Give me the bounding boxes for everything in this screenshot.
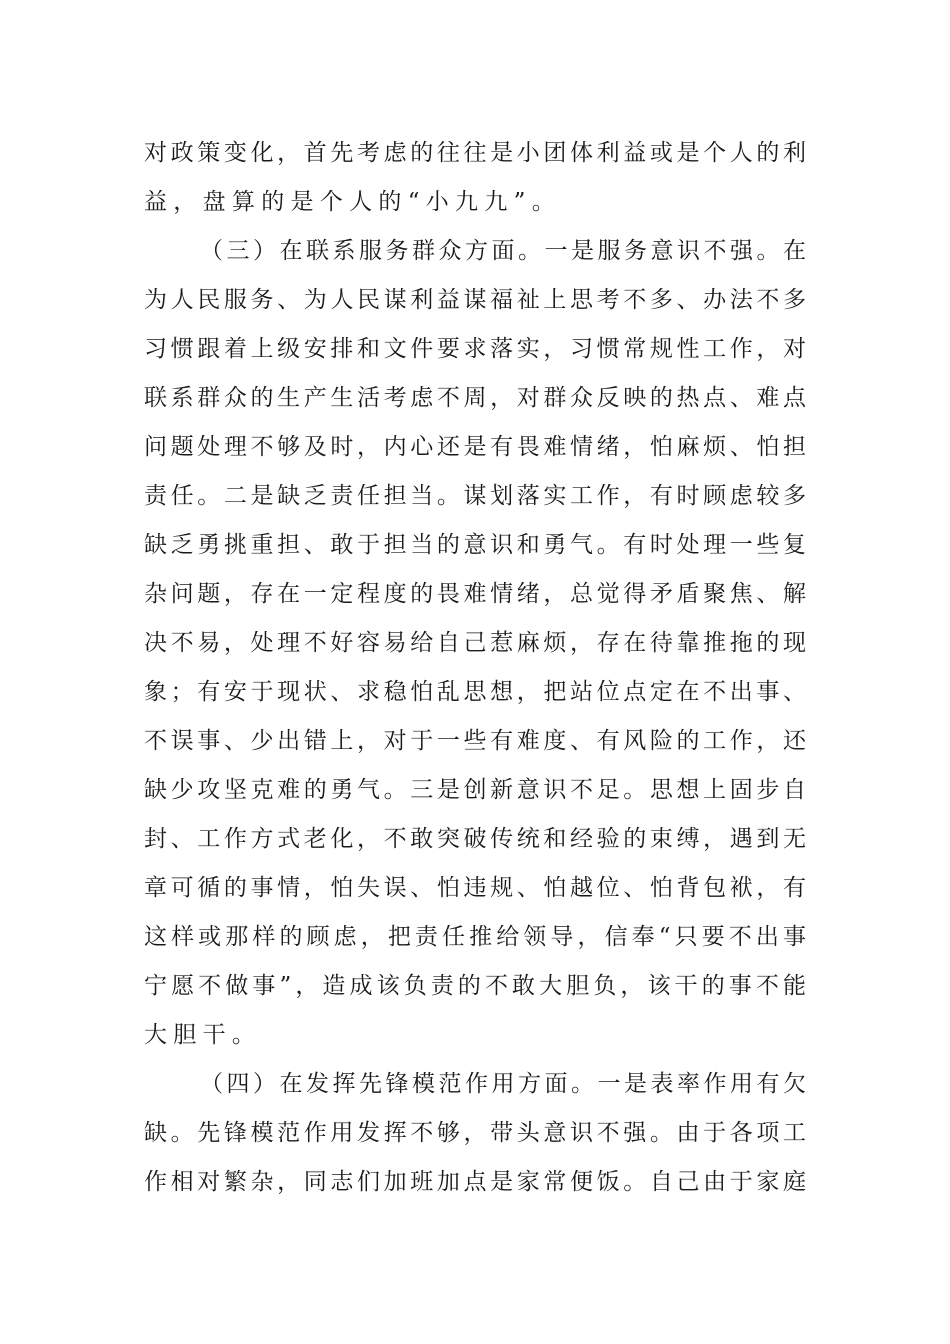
text-line: 章可循的事情，怕失误、怕违规、怕越位、怕背包袱，有 (144, 875, 806, 901)
text-line: 象；有安于现状、求稳怕乱思想，把站位点定在不出事、 (144, 679, 806, 705)
text-line: 决不易，处理不好容易给自己惹麻烦，存在待靠推拖的现 (144, 630, 806, 656)
text-line: 联系群众的生产生活考虑不周，对群众反映的热点、难点 (144, 385, 806, 411)
text-line: 缺。先锋模范作用发挥不够，带头意识不强。由于各项工 (144, 1120, 806, 1146)
text-line: 责任。二是缺乏责任担当。谋划落实工作，有时顾虑较多 (144, 483, 806, 509)
text-line: 作相对繁杂，同志们加班加点是家常便饭。自己由于家庭 (144, 1169, 806, 1195)
text-line: 对政策变化，首先考虑的往往是小团体利益或是个人的利 (144, 140, 806, 166)
text-line: 宁愿不做事”，造成该负责的不敢大胆负，该干的事不能 (144, 973, 806, 999)
text-line: 问题处理不够及时，内心还是有畏难情绪，怕麻烦、怕担 (144, 434, 806, 460)
text-line: 大胆干。 (144, 1022, 262, 1048)
text-line: 为人民服务、为人民谋利益谋福祉上思考不多、办法不多 (144, 287, 806, 313)
text-line: 益，盘算的是个人的“小九九”。 (144, 189, 562, 215)
text-line: 封、工作方式老化，不敢突破传统和经验的束缚，遇到无 (144, 826, 806, 852)
text-line: 不误事、少出错上，对于一些有难度、有风险的工作，还 (144, 728, 806, 754)
text-line: 缺乏勇挑重担、敢于担当的意识和勇气。有时处理一些复 (144, 532, 806, 558)
paragraph-heading-4: （四）在发挥先锋模范作用方面。一是表率作用有欠 (200, 1071, 806, 1097)
text-line: 缺少攻坚克难的勇气。三是创新意识不足。思想上固步自 (144, 777, 806, 803)
paragraph-heading-3: （三）在联系服务群众方面。一是服务意识不强。在 (200, 238, 806, 264)
text-line: 杂问题，存在一定程度的畏难情绪，总觉得矛盾聚焦、解 (144, 581, 806, 607)
text-line: 习惯跟着上级安排和文件要求落实，习惯常规性工作，对 (144, 336, 806, 362)
text-line: 这样或那样的顾虑，把责任推给领导，信奉“只要不出事 (144, 924, 806, 950)
